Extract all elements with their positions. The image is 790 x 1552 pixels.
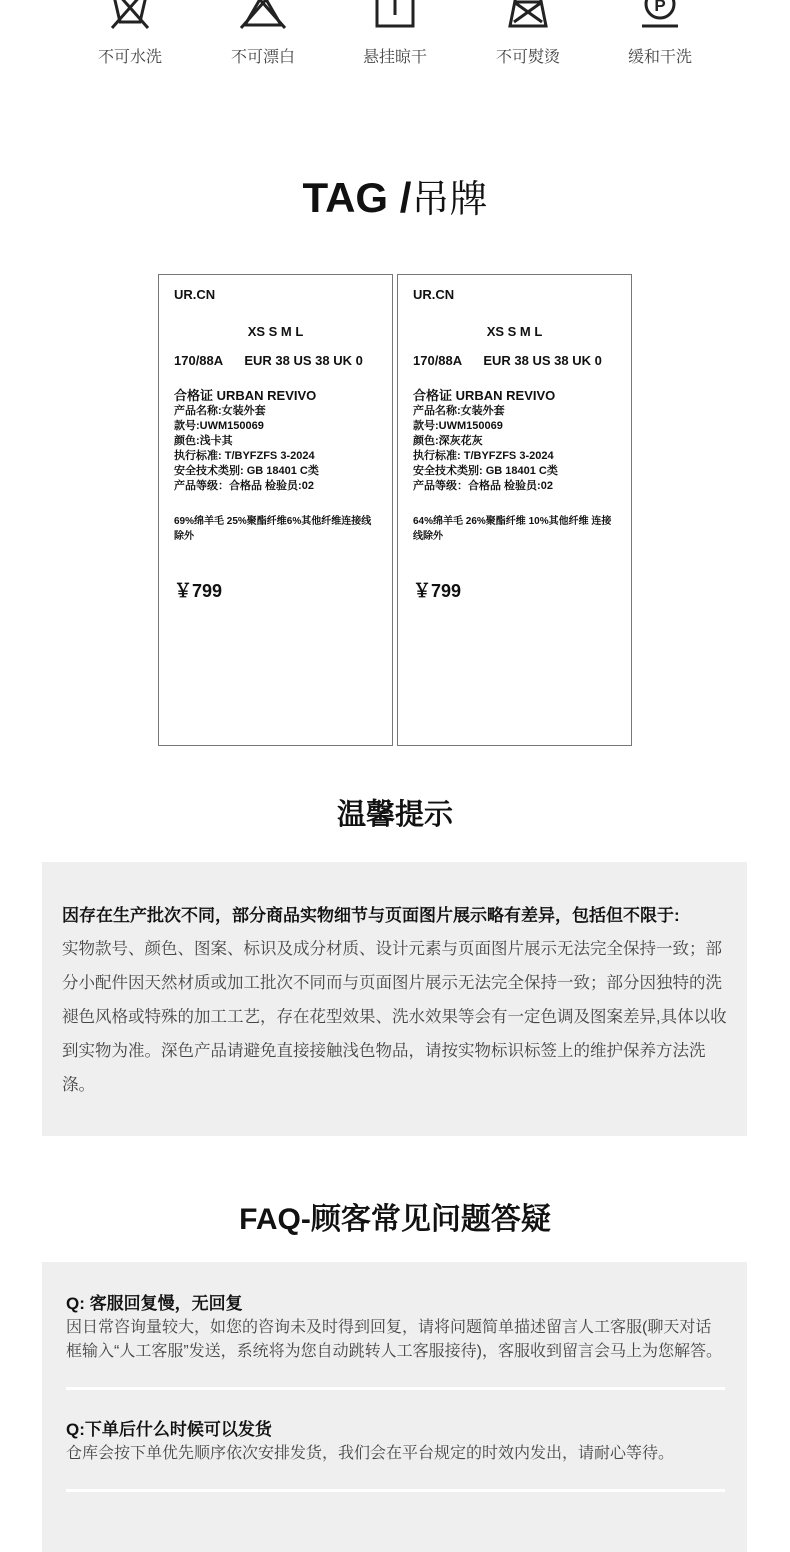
faq-divider: [66, 1489, 725, 1492]
hang-tag-light-khaki: [158, 274, 393, 746]
no-iron-icon: [498, 0, 558, 30]
care-label: 悬挂晾干: [362, 49, 427, 66]
hang-dry-icon: [365, 0, 425, 30]
faq-title: FAQ-顾客常见问题答疑: [239, 1203, 551, 1236]
tag-cert: 合格证 URBAN REVIVO: [413, 388, 556, 403]
tag-size-code: 170/88A: [174, 353, 223, 368]
faq-question: Q: 客服回复慢，无回复: [66, 1294, 243, 1313]
care-no-bleach: [198, 0, 328, 66]
tag-standard: 执行标准: T/BYFZFS 3-2024: [413, 450, 554, 462]
care-gentle-dry-clean: [595, 0, 725, 66]
tag-brand-site: UR.CN: [413, 287, 455, 302]
tag-grade: 产品等级：合格品 检验员:02: [413, 480, 553, 492]
care-no-wash: [65, 0, 195, 66]
tag-color: 颜色:浅卡其: [174, 435, 233, 447]
tag-size-row: [413, 353, 616, 368]
no-bleach-icon: [233, 0, 293, 30]
tag-intl-size: EUR 38 US 38 UK 0: [483, 353, 602, 368]
tag-price: ￥799: [174, 581, 223, 601]
faq-answer: 因日常咨询量较大，如您的咨询未及时得到回复，请将问题简单描述留言人工客服(聊天对话框输入“人工客服”发送，系统将为您自动跳转人工客服接待)，客服收到留言会马上为您解答。: [66, 1319, 722, 1360]
tag-product-name: 产品名称:女装外套: [174, 405, 266, 417]
tag-standard: 执行标准: T/BYFZFS 3-2024: [174, 450, 315, 462]
tag-intl-size: EUR 38 US 38 UK 0: [244, 353, 363, 368]
tag-price: ￥799: [413, 581, 462, 601]
tag-color: 颜色:深灰花灰: [413, 435, 483, 447]
tag-grade: 产品等级：合格品 检验员:02: [174, 480, 314, 492]
tips-lead: 因存在生产批次不同，部分商品实物细节与页面图片展示略有差异，包括但不限于:: [62, 906, 680, 925]
tag-sizes: XS S M L: [486, 324, 543, 339]
no-wash-icon: [100, 0, 160, 30]
tag-size-row: [174, 353, 377, 368]
tips-body: 实物款号、颜色、图案、标识及成分材质、设计元素与页面图片展示无法完全保持一致；部分小配件因天然材质或加工批次不同而与页面图片展示无法完全保持一致；部分因独特的洗褪色风格或特殊的加工工艺，存在花型效果、洗水效果等会有一定色调及图案差异,具体以收到实物为准。深色产品请避免直接接触浅色物品，请按实物标识标签上的维护保养方法洗涤。: [62, 940, 727, 1094]
tag-size-code: 170/88A: [413, 353, 462, 368]
tag-section-title: [0, 168, 790, 223]
faq-box: [42, 1262, 747, 1552]
tips-title: 温馨提示: [336, 799, 453, 831]
faq-answer: 仓库会按下单优先顺序依次安排发货，我们会在平台规定的时效内发出，请耐心等待。: [66, 1445, 675, 1462]
tag-title-cn: 吊牌: [411, 179, 488, 221]
tips-box: [42, 862, 747, 1136]
tag-brand-site: UR.CN: [174, 287, 216, 302]
tag-title-en: TAG: [302, 174, 389, 221]
care-hang-dry: [330, 0, 460, 66]
tag-cert: 合格证 URBAN REVIVO: [174, 388, 317, 403]
tag-product-name: 产品名称:女装外套: [413, 405, 505, 417]
faq-divider: [66, 1387, 725, 1390]
gentle-dry-clean-icon: [630, 0, 690, 30]
care-label: 不可熨烫: [495, 49, 560, 66]
tag-style-no: 款号:UWM150069: [413, 420, 503, 432]
tag-safety: 安全技术类别: GB 18401 C类: [413, 465, 558, 477]
tag-title-slash: /: [399, 174, 412, 221]
faq-question: Q:下单后什么时候可以发货: [66, 1420, 272, 1439]
care-label: 缓和干洗: [627, 49, 692, 66]
tag-composition: 64%绵羊毛 26%聚酯纤维 10%其他纤维 连接线除外: [413, 516, 612, 542]
svg-text:P: P: [654, 0, 666, 15]
tag-safety: 安全技术类别: GB 18401 C类: [174, 465, 319, 477]
hang-tag-dark-grey: [397, 274, 632, 746]
care-label: 不可水洗: [97, 49, 162, 66]
tag-composition: 69%绵羊毛 25%聚酯纤维6%其他纤维连接线除外: [174, 516, 372, 542]
tag-style-no: 款号:UWM150069: [174, 420, 264, 432]
care-no-iron: [463, 0, 593, 66]
care-label: 不可漂白: [230, 49, 295, 66]
tag-sizes: XS S M L: [247, 324, 304, 339]
